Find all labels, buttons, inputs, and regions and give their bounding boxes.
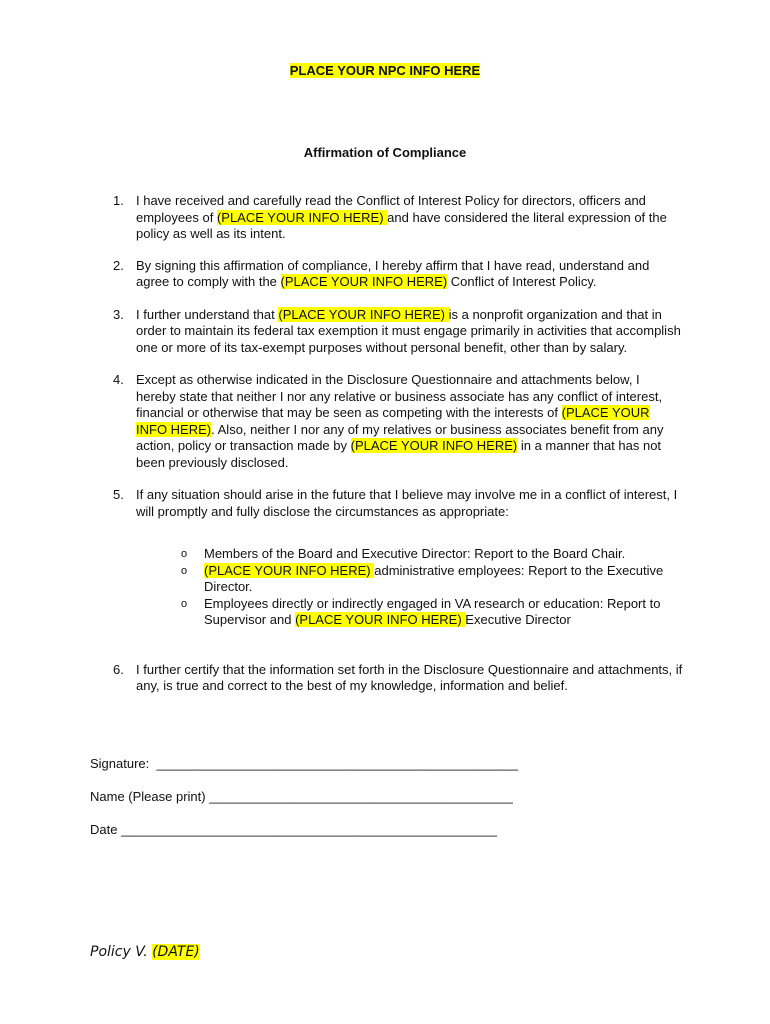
name-line: Name (Please print) __________________________________________ xyxy=(90,789,513,804)
item-text: Conflict of Interest Policy. xyxy=(447,274,597,289)
sub-item-body xyxy=(204,563,683,596)
sub-list-item xyxy=(181,546,683,563)
sub-item-body xyxy=(204,546,683,563)
date-line: Date ____________________________________________________ xyxy=(90,822,498,837)
item-body xyxy=(136,258,683,291)
info-placeholder: (PLACE YOUR INFO HERE) xyxy=(216,209,388,225)
info-placeholder: (PLACE YOUR INFO HERE) xyxy=(280,274,448,289)
date-placeholder: (DATE) xyxy=(152,944,200,960)
item-number: 5. xyxy=(113,487,124,502)
bullet-icon: o xyxy=(181,597,188,610)
info-placeholder: (PLACE YOUR INFO HERE) xyxy=(204,562,375,578)
item-body xyxy=(136,487,683,520)
item-text: I further understand that xyxy=(136,306,279,322)
info-placeholder: (PLACE YOUR INFO HERE) xyxy=(295,612,466,627)
item-text: and have considered the literal expression of the policy as well as its intent. xyxy=(136,209,667,241)
item-text: Members of the Board and Executive Director: Report to the Board Chair. xyxy=(204,546,626,561)
item-number: 6. xyxy=(113,661,124,677)
sub-list xyxy=(181,546,683,629)
item-body xyxy=(136,307,683,357)
item-body xyxy=(136,372,683,471)
list-item xyxy=(113,487,683,629)
item-text: Executive Director xyxy=(465,612,571,627)
list-item xyxy=(113,193,683,243)
org-info-placeholder: PLACE YOUR NPC INFO HERE xyxy=(289,63,481,78)
policy-label: Policy V. xyxy=(90,944,153,960)
item-text: I further certify that the information set forth in the Disclosure Questionnaire and attachments, if any, is true and correct to the best of my knowledge, information and belief. xyxy=(136,661,683,693)
info-placeholder: (PLACE YOUR INFO HERE) xyxy=(350,438,518,453)
item-text: in a manner that has not been previously disclosed. xyxy=(136,438,662,470)
item-text: Except as otherwise indicated in the Disclosure Questionnaire and attachments below, I hereby state that neither I nor any relative or business associate has any conflict of interest, financial or otherwise that may be seen as competing with the interests of xyxy=(136,372,663,420)
sub-item-body xyxy=(204,596,683,629)
footer-policy-version xyxy=(90,944,200,960)
item-body xyxy=(136,193,683,243)
bullet-icon: o xyxy=(181,564,188,577)
document-title: Affirmation of Compliance xyxy=(303,145,467,160)
item-body xyxy=(136,662,683,695)
item-number: 1. xyxy=(113,193,124,208)
item-number: 3. xyxy=(113,306,124,322)
item-text: If any situation should arise in the future that I believe may involve me in a conflict of interest, I will promptly and fully disclose the circumstances as appropriate: xyxy=(136,487,678,519)
info-placeholder: (PLACE YOUR INFO HERE) xyxy=(136,405,650,437)
item-text: . Also, neither I nor any of my relatives or business associates benefit from any action, policy or transaction made by xyxy=(136,421,664,453)
item-text: administrative employees: Report to the Executive Director. xyxy=(204,562,664,594)
bullet-icon: o xyxy=(181,548,188,560)
sub-list-item xyxy=(181,596,683,629)
org-info-header xyxy=(0,63,770,78)
list-item xyxy=(113,258,683,291)
list-item xyxy=(113,662,683,695)
list-item xyxy=(113,307,683,357)
item-number: 4. xyxy=(113,372,124,387)
sub-list-item xyxy=(181,563,683,596)
info-placeholder: (PLACE YOUR INFO HERE) xyxy=(278,306,449,322)
list-item xyxy=(113,372,683,471)
item-text: is a nonprofit organization and that in order to maintain its federal tax exemption it must engage primarily in activities that accomplish one or more of its tax-exempt purposes without personal benefit, other than by salary. xyxy=(136,306,681,355)
item-text: Employees directly or indirectly engaged in VA research or education: Report to Supervisor and xyxy=(204,595,661,627)
item-number: 2. xyxy=(113,257,124,273)
signature-line: Signature: __________________________________________________ xyxy=(90,756,518,771)
item-text: I have received and carefully read the Conflict of Interest Policy for directors, officers and employees of xyxy=(136,193,646,225)
item-text: By signing this affirmation of compliance, I hereby affirm that I have read, understand and agree to comply with the xyxy=(136,257,650,289)
affirmation-list xyxy=(113,177,683,695)
